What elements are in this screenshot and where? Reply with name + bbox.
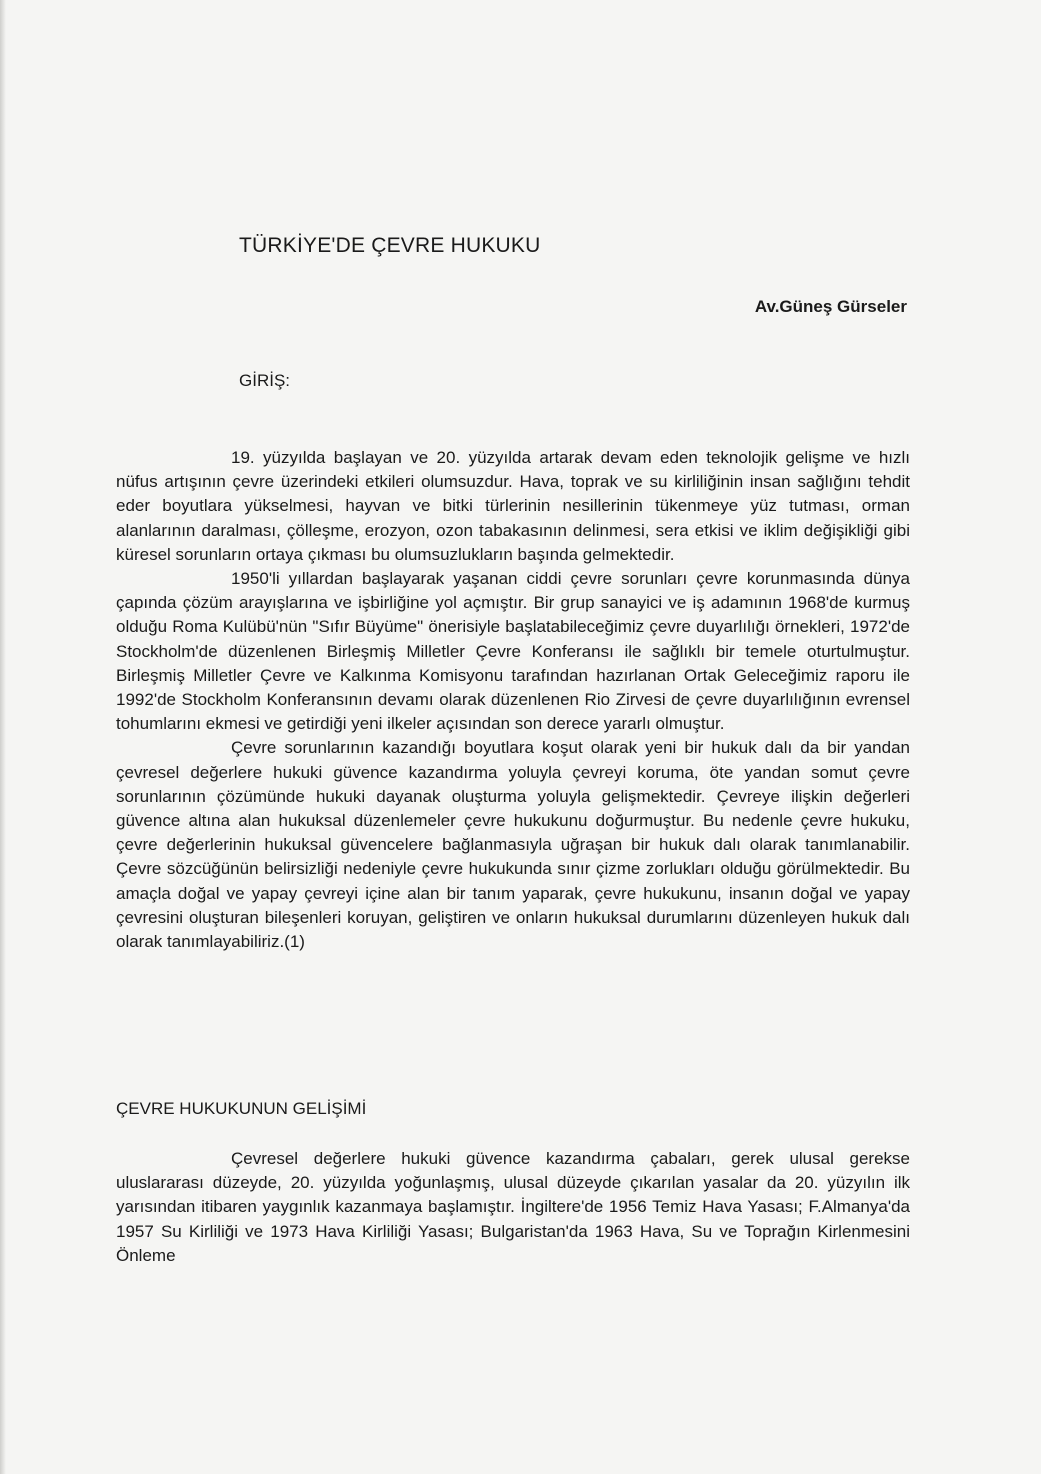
paragraph: Çevresel değerlere hukuki güvence kazandırma çabaları, gerek ulusal gerekse uluslararası düzeyde, 20. yüzyılda yoğunlaşmış, ulusal düzeyde çıkarılan yasalar da 20. yüzyılın ilk yarısından itibaren yaygınlık kazanmaya başlamıştır. İngiltere'de 1956 Temiz Hava Yasası; F.Almanya'da 1957 Su Kirliliği ve 1973 Hava Kirliliği Yasası; Bulgaristan'da 1963 Hava, Su ve Toprağın Kirlenmesini Önleme — [116, 1149, 910, 1265]
scan-edge-shadow — [0, 0, 6, 1474]
paragraph: 1950'li yıllardan başlayarak yaşanan ciddi çevre sorunları çevre korunmasında dünya çapında çözüm arayışlarına ve işbirliğine yol açmıştır. Bir grup sanayici ve iş adamının 1968'de kurmuş olduğu Roma Kulübü'nün "Sıfır Büyüme" önerisiyle başlatabileceğimiz çevre duyarlılığı örnekleri, 1972'de Stockholm'de düzenlenen Birleşmiş Milletler Çevre Konferansı ile sağlıklı bir temele oturtulmuştur. Birleşmiş Milletler Çevre ve Kalkınma Komisyonu tarafından hazırlanan Ortak Geleceğimiz raporu ile 1992'de Stockholm Konferansının devamı olarak düzenlenen Rio Zirvesi de çevre duyarlılığının evrensel tohumlarını ekmesi ve getirdiği yeni ilkeler açısından son derece yararlı olmuştur. — [116, 569, 910, 734]
intro-heading: GİRİŞ: — [239, 371, 291, 390]
intro-body — [116, 446, 910, 954]
section-heading: ÇEVRE HUKUKUNUN GELİŞİMİ — [116, 1099, 367, 1118]
paragraph: Çevre sorunlarının kazandığı boyutlara koşut olarak yeni bir hukuk dalı da bir yandan çevresel değerlere hukuki güvence kazandırma yoluyla çevreyi koruma, öte yandan somut çevre sorunlarının çözümünde hukuki dayanak oluşturma yoluyla gelişmektedir. Çevreye ilişkin değerleri güvence altına alan hukuksal düzenlemeler çevre hukukunu doğurmuştur. Bu nedenle çevre hukuku, çevre değerlerinin hukuksal güvencelere bağlanmasıyla uğraşan bir hukuk dalı olarak tanımlanabilir. Çevre sözcüğünün belirsizliği nedeniyle çevre hukukunda sınır çizme zorlukları olduğu görülmektedir. Bu amaçla doğal ve yapay çevreyi içine alan bir tanım yaparak, çevre hukukunu, insanın doğal ve yapay çevresini oluşturan bileşenleri koruyan, geliştiren ve onların hukuksal durumlarını düzenleyen hukuk dalı olarak tanımlayabiliriz.(1) — [116, 738, 910, 952]
paragraph: 19. yüzyılda başlayan ve 20. yüzyılda artarak devam eden teknolojik gelişme ve hızlı nüfus artışının çevre üzerindeki etkileri olumsuzdur. Hava, toprak ve su kirliliğinin insan sağlığını tehdit eder boyutlara yükselmesi, hayvan ve bitki türlerinin nesillerinin tükenmeye yüz tutması, orman alanlarının daralması, çölleşme, erozyon, ozon tabakasının delinmesi, sera etkisi ve iklim değişikliği gibi küresel sorunların ortaya çıkması bu olumsuzlukların başında gelmektedir. — [116, 448, 910, 564]
document-title: TÜRKİYE'DE ÇEVRE HUKUKU — [239, 234, 541, 257]
author-name: Av.Güneş Gürseler — [754, 297, 907, 316]
section-body — [116, 1147, 910, 1268]
